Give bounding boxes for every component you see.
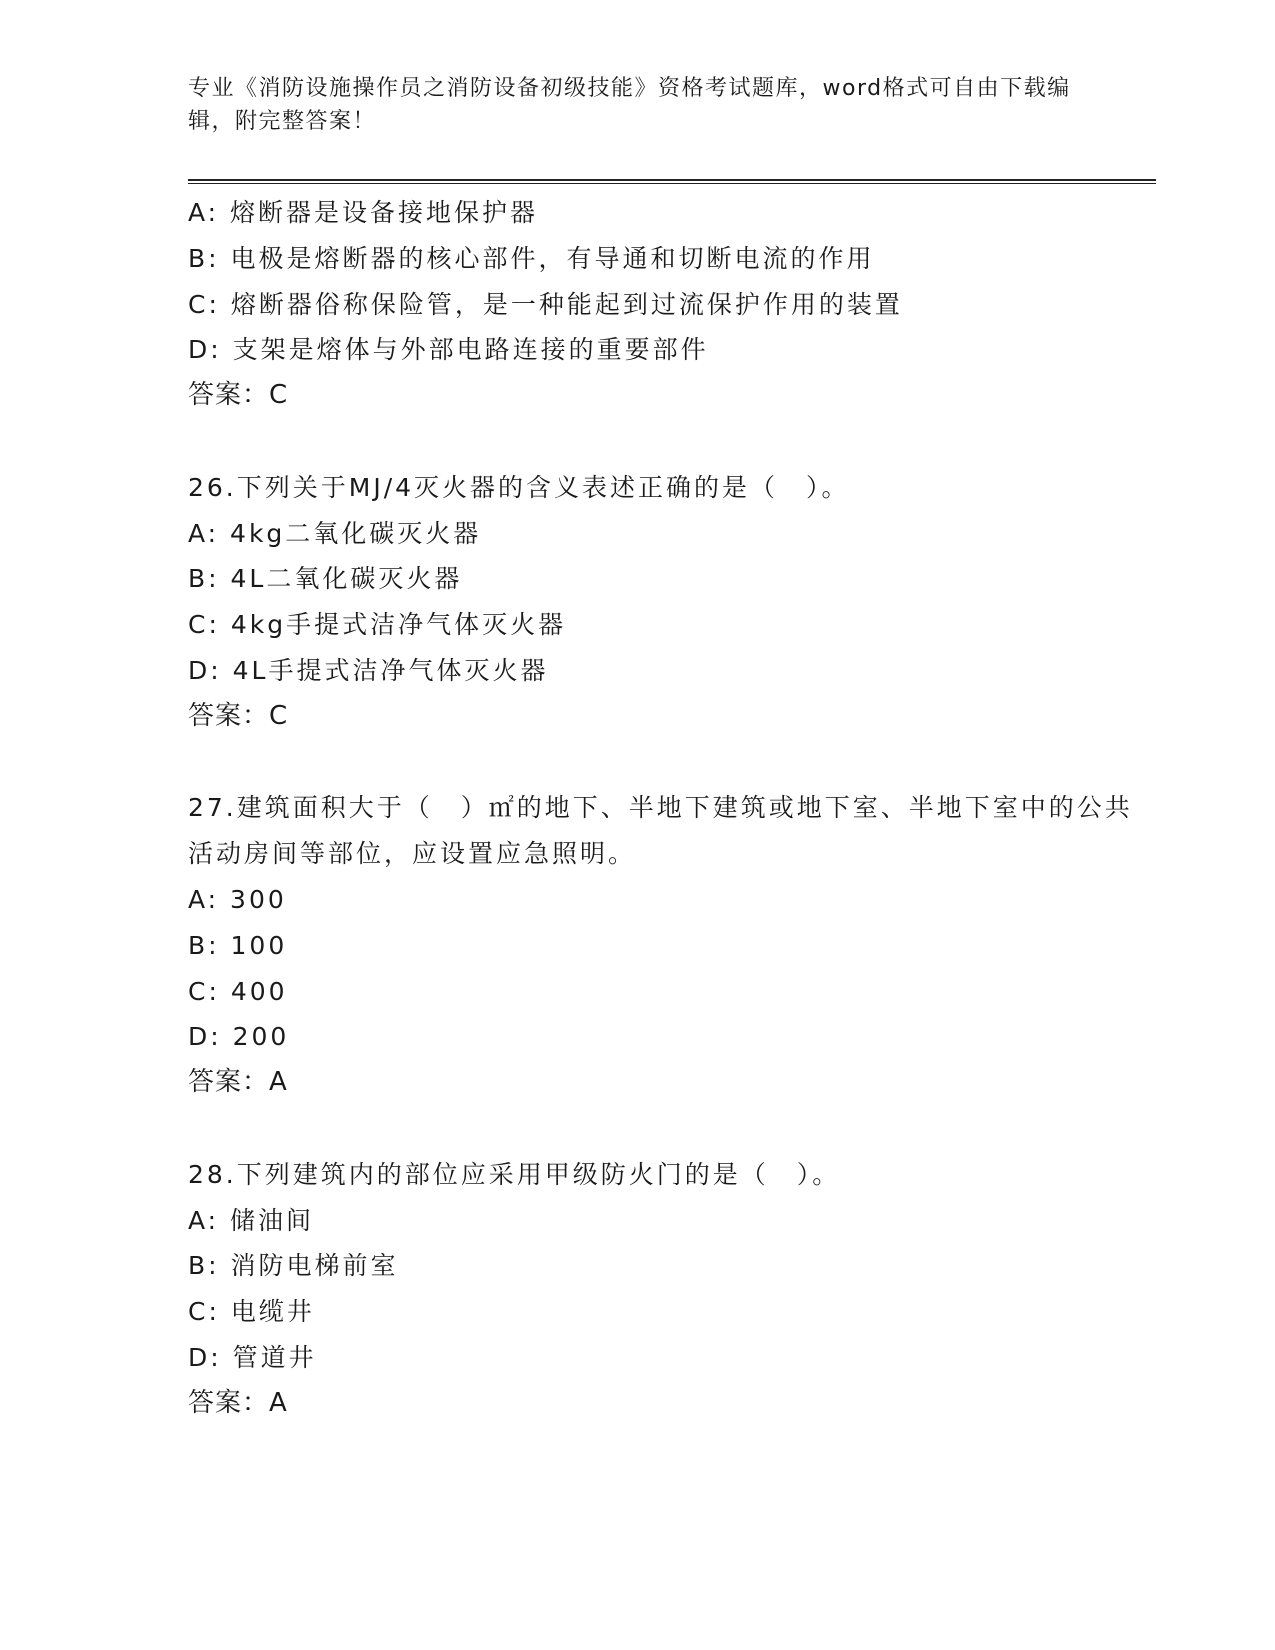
header-divider-thin [188,183,1156,184]
question-27 [188,785,1138,1106]
option-c: C: 电缆井 [188,1297,315,1327]
option-d: D: 管道井 [188,1342,317,1372]
document-header: 专业《消防设施操作员之消防设备初级技能》资格考试题库，word格式可自由下载编辑，附完整答案！ [188,76,1071,134]
question-list [188,190,1138,1427]
option-a: A: 300 [188,884,287,914]
option-b: B: 消防电梯前室 [188,1251,399,1281]
answer: 答案：A [188,1067,288,1098]
option-c: C: 400 [188,976,288,1006]
option-b: B: 电极是熔断器的核心部件，有导通和切断电流的作用 [188,243,875,273]
question-26 [188,465,1138,740]
question-25 [188,190,1138,419]
option-c: C: 4kg手提式洁净气体灭火器 [188,610,567,640]
option-b: B: 100 [188,930,288,960]
option-d: D: 支架是熔体与外部电路连接的重要部件 [188,335,709,365]
option-d: D: 200 [188,1022,290,1052]
option-a: A: 4kg二氧化碳灭火器 [188,518,482,548]
option-a: A: 熔断器是设备接地保护器 [188,198,539,227]
answer: 答案：C [188,700,289,731]
question-stem: 26.下列关于MJ/4灭火器的含义表述正确的是（ ）。 [188,472,850,502]
option-b: B: 4L二氧化碳灭火器 [188,564,463,594]
question-stem: 28.下列建筑内的部位应采用甲级防火门的是（ ）。 [188,1159,841,1189]
question-stem: 27.建筑面积大于（ ）㎡的地下、半地下建筑或地下室、半地下室中的公共活动房间等部位，应设置应急照明。 [188,793,1133,869]
option-c: C: 熔断器俗称保险管，是一种能起到过流保护作用的装置 [188,289,903,319]
option-a: A: 储油间 [188,1205,315,1235]
answer: 答案：A [188,1387,288,1418]
option-d: D: 4L手提式洁净气体灭火器 [188,655,549,685]
question-28 [188,1152,1138,1427]
header-divider-thick [188,179,1156,181]
answer: 答案：C [188,380,289,411]
